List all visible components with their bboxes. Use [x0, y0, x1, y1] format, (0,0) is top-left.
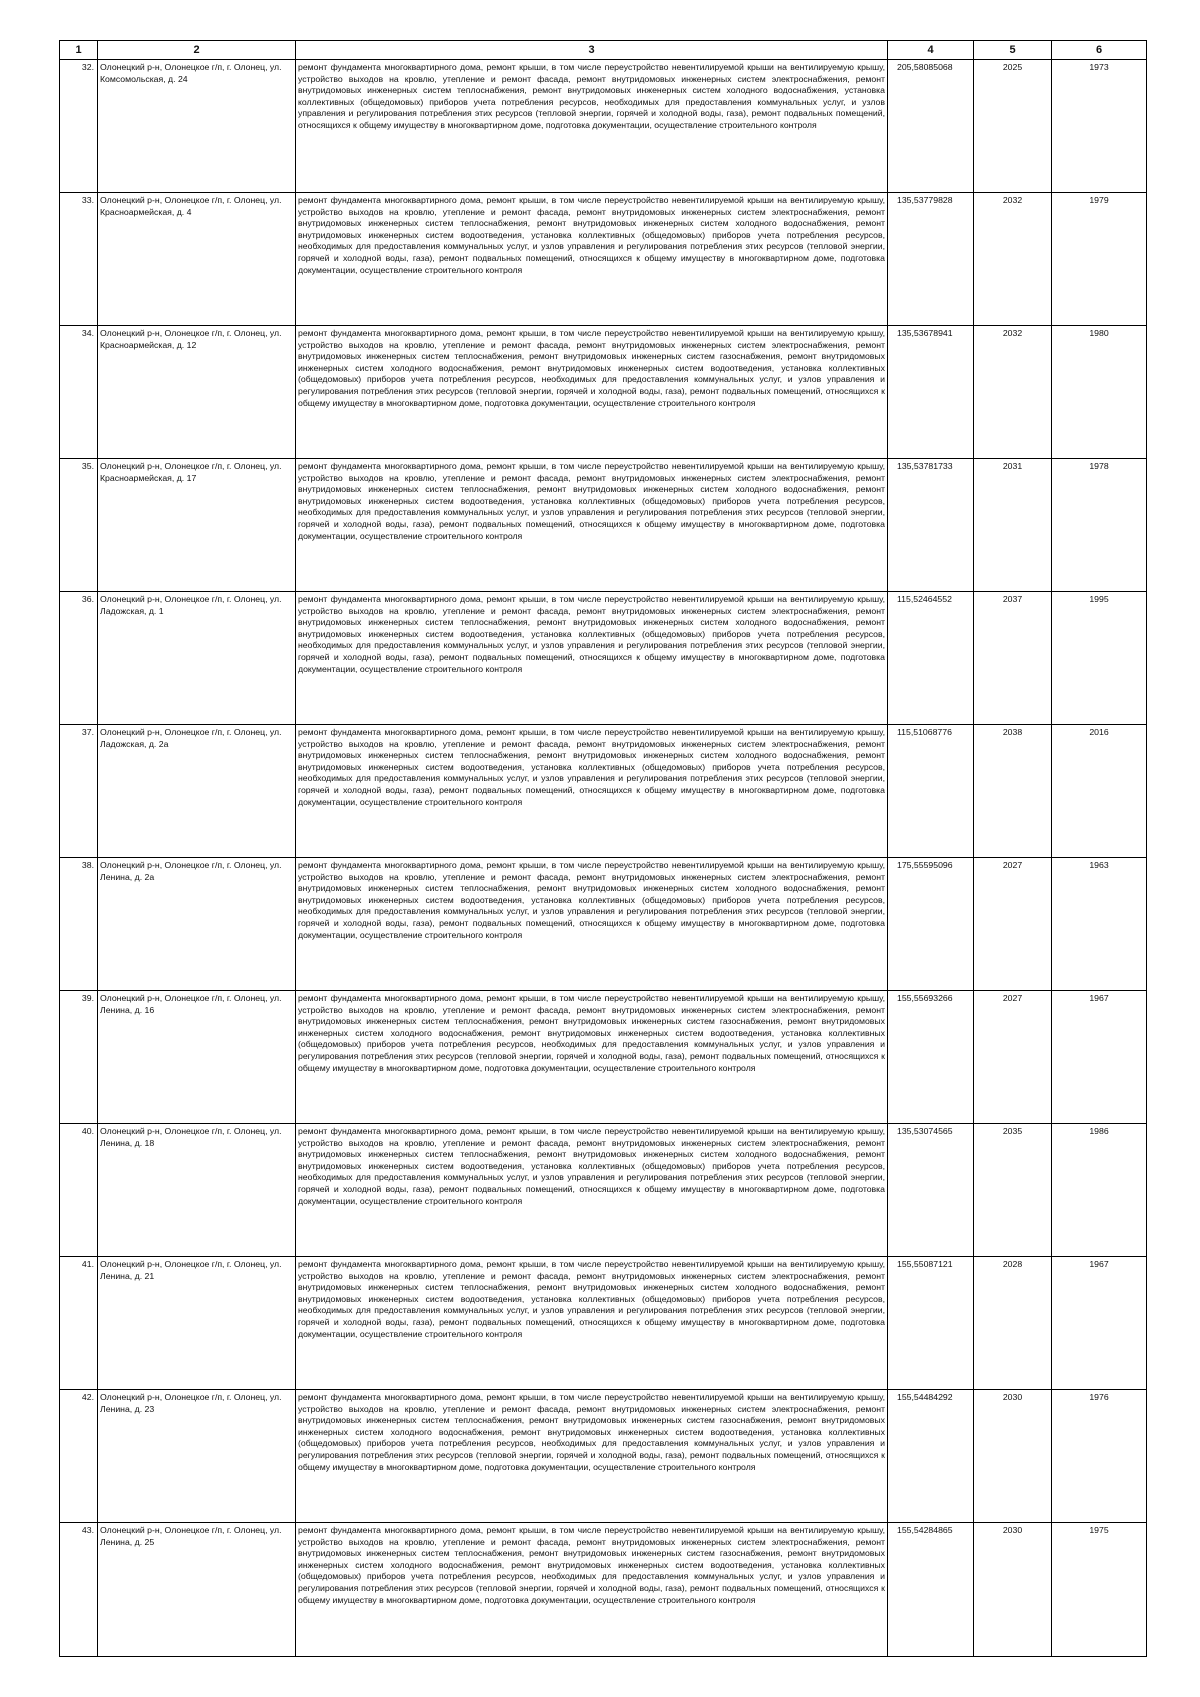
- cost-cell: 135,53781733: [888, 459, 974, 592]
- table-row: [60, 1523, 1147, 1657]
- build-year-cell: 1978: [1052, 459, 1147, 592]
- row-number-cell: 41.: [60, 1257, 98, 1390]
- row-number-cell: 37.: [60, 725, 98, 858]
- build-year-cell: 1973: [1052, 60, 1147, 193]
- row-number-cell: 38.: [60, 858, 98, 991]
- table-row: [60, 60, 1147, 193]
- works-description-cell: ремонт фундамента многоквартирного дома, ремонт крыши, в том числе переустройство невентилируемой крыши на вентилируемую крышу, устройство выходов на кровлю, утепление и ремонт фасада, ремонт внутридомовых инженерных систем электроснабжения, ремонт внутридомовых инженерных систем теплоснабжения, ремонт внутридомовых инженерных систем холодного водоснабжения, ремонт внутридомовых инженерных систем водоотведения, установка коллективных (общедомовых) приборов учета потребления ресурсов, необходимых для предоставления коммунальных услуг, и узлов управления и регулирования потребления этих ресурсов (тепловой энергии, горячей и холодной воды, газа), ремонт подвальных помещений, относящихся к общему имуществу в многоквартирном доме, подготовка документации, осуществление строительного контроля: [296, 193, 888, 326]
- address-cell: Олонецкий р-н, Олонецкое г/п, г. Олонец, ул. Ленина, д. 16: [98, 991, 296, 1124]
- table-row: [60, 326, 1147, 459]
- row-number-cell: 35.: [60, 459, 98, 592]
- table-row: [60, 193, 1147, 326]
- planned-year-cell: 2030: [974, 1390, 1052, 1523]
- row-number-cell: 40.: [60, 1124, 98, 1257]
- planned-year-cell: 2027: [974, 858, 1052, 991]
- planned-year-cell: 2032: [974, 193, 1052, 326]
- address-cell: Олонецкий р-н, Олонецкое г/п, г. Олонец, ул. Красноармейская, д. 17: [98, 459, 296, 592]
- address-cell: Олонецкий р-н, Олонецкое г/п, г. Олонец, ул. Красноармейская, д. 4: [98, 193, 296, 326]
- row-number-cell: 33.: [60, 193, 98, 326]
- cost-cell: 175,55595096: [888, 858, 974, 991]
- planned-year-cell: 2027: [974, 991, 1052, 1124]
- address-cell: Олонецкий р-н, Олонецкое г/п, г. Олонец, ул. Ладожская, д. 1: [98, 592, 296, 725]
- address-cell: Олонецкий р-н, Олонецкое г/п, г. Олонец, ул. Ленина, д. 23: [98, 1390, 296, 1523]
- cost-cell: 155,55693266: [888, 991, 974, 1124]
- column-header-works: 3: [296, 41, 888, 60]
- row-number-cell: 34.: [60, 326, 98, 459]
- planned-year-cell: 2035: [974, 1124, 1052, 1257]
- table-row: [60, 459, 1147, 592]
- works-description-cell: ремонт фундамента многоквартирного дома, ремонт крыши, в том числе переустройство невентилируемой крыши на вентилируемую крышу, устройство выходов на кровлю, утепление и ремонт фасада, ремонт внутридомовых инженерных систем электроснабжения, ремонт внутридомовых инженерных систем теплоснабжения, ремонт внутридомовых инженерных систем газоснабжения, ремонт внутридомовых инженерных систем холодного водоснабжения, ремонт внутридомовых инженерных систем водоотведения, установка коллективных (общедомовых) приборов учета потребления ресурсов, необходимых для предоставления коммунальных услуг, и узлов управления и регулирования потребления этих ресурсов (тепловой энергии, горячей и холодной воды, газа), ремонт подвальных помещений, относящихся к общему имуществу в многоквартирном доме, подготовка документации, осуществление строительного контроля: [296, 326, 888, 459]
- works-description-cell: ремонт фундамента многоквартирного дома, ремонт крыши, в том числе переустройство невентилируемой крыши на вентилируемую крышу, устройство выходов на кровлю, утепление и ремонт фасада, ремонт внутридомовых инженерных систем электроснабжения, ремонт внутридомовых инженерных систем теплоснабжения, ремонт внутридомовых инженерных систем холодного водоснабжения, ремонт внутридомовых инженерных систем водоотведения, установка коллективных (общедомовых) приборов учета потребления ресурсов, необходимых для предоставления коммунальных услуг, и узлов управления и регулирования потребления этих ресурсов (тепловой энергии, горячей и холодной воды, газа), ремонт подвальных помещений, относящихся к общему имуществу в многоквартирном доме, подготовка документации, осуществление строительного контроля: [296, 725, 888, 858]
- build-year-cell: 1975: [1052, 1523, 1147, 1657]
- cost-cell: 155,54484292: [888, 1390, 974, 1523]
- planned-year-cell: 2025: [974, 60, 1052, 193]
- planned-year-cell: 2030: [974, 1523, 1052, 1657]
- table-header: [60, 41, 1147, 60]
- document-page: [59, 40, 1146, 1657]
- works-description-cell: ремонт фундамента многоквартирного дома, ремонт крыши, в том числе переустройство невентилируемой крыши на вентилируемую крышу, устройство выходов на кровлю, утепление и ремонт фасада, ремонт внутридомовых инженерных систем электроснабжения, ремонт внутридомовых инженерных систем теплоснабжения, ремонт внутридомовых инженерных систем газоснабжения, ремонт внутридомовых инженерных систем холодного водоснабжения, ремонт внутридомовых инженерных систем водоотведения, установка коллективных (общедомовых) приборов учета потребления ресурсов, необходимых для предоставления коммунальных услуг, и узлов управления и регулирования потребления этих ресурсов (тепловой энергии, горячей и холодной воды, газа), ремонт подвальных помещений, относящихся к общему имуществу в многоквартирном доме, подготовка документации, осуществление строительного контроля: [296, 1390, 888, 1523]
- table-row: [60, 1257, 1147, 1390]
- build-year-cell: 2016: [1052, 725, 1147, 858]
- table-row: [60, 1124, 1147, 1257]
- column-header-cost: 4: [888, 41, 974, 60]
- row-number-cell: 32.: [60, 60, 98, 193]
- header-row: [60, 41, 1147, 60]
- address-cell: Олонецкий р-н, Олонецкое г/п, г. Олонец, ул. Ленина, д. 25: [98, 1523, 296, 1657]
- cost-cell: 115,52464552: [888, 592, 974, 725]
- table-row: [60, 858, 1147, 991]
- cost-cell: 115,51068776: [888, 725, 974, 858]
- address-cell: Олонецкий р-н, Олонецкое г/п, г. Олонец, ул. Красноармейская, д. 12: [98, 326, 296, 459]
- table-row: [60, 1390, 1147, 1523]
- row-number-cell: 43.: [60, 1523, 98, 1657]
- planned-year-cell: 2032: [974, 326, 1052, 459]
- works-description-cell: ремонт фундамента многоквартирного дома, ремонт крыши, в том числе переустройство невентилируемой крыши на вентилируемую крышу, устройство выходов на кровлю, утепление и ремонт фасада, ремонт внутридомовых инженерных систем электроснабжения, ремонт внутридомовых инженерных систем теплоснабжения, ремонт внутридомовых инженерных систем холодного водоснабжения, ремонт внутридомовых инженерных систем водоотведения, установка коллективных (общедомовых) приборов учета потребления ресурсов, необходимых для предоставления коммунальных услуг, и узлов управления и регулирования потребления этих ресурсов (тепловой энергии, горячей и холодной воды, газа), ремонт подвальных помещений, относящихся к общему имуществу в многоквартирном доме, подготовка документации, осуществление строительного контроля: [296, 592, 888, 725]
- table-body: [60, 60, 1147, 1657]
- cost-cell: 135,53678941: [888, 326, 974, 459]
- address-cell: Олонецкий р-н, Олонецкое г/п, г. Олонец, ул. Ленина, д. 2а: [98, 858, 296, 991]
- address-cell: Олонецкий р-н, Олонецкое г/п, г. Олонец, ул. Ленина, д. 21: [98, 1257, 296, 1390]
- column-header-built: 6: [1052, 41, 1147, 60]
- address-cell: Олонецкий р-н, Олонецкое г/п, г. Олонец, ул. Комсомольская, д. 24: [98, 60, 296, 193]
- works-description-cell: ремонт фундамента многоквартирного дома, ремонт крыши, в том числе переустройство невентилируемой крыши на вентилируемую крышу, устройство выходов на кровлю, утепление и ремонт фасада, ремонт внутридомовых инженерных систем электроснабжения, ремонт внутридомовых инженерных систем теплоснабжения, ремонт внутридомовых инженерных систем холодного водоснабжения, ремонт внутридомовых инженерных систем водоотведения, установка коллективных (общедомовых) приборов учета потребления ресурсов, необходимых для предоставления коммунальных услуг, и узлов управления и регулирования потребления этих ресурсов (тепловой энергии, горячей и холодной воды, газа), ремонт подвальных помещений, относящихся к общему имуществу в многоквартирном доме, подготовка документации, осуществление строительного контроля: [296, 858, 888, 991]
- column-header-year: 5: [974, 41, 1052, 60]
- build-year-cell: 1995: [1052, 592, 1147, 725]
- works-description-cell: ремонт фундамента многоквартирного дома, ремонт крыши, в том числе переустройство невентилируемой крыши на вентилируемую крышу, устройство выходов на кровлю, утепление и ремонт фасада, ремонт внутридомовых инженерных систем электроснабжения, ремонт внутридомовых инженерных систем теплоснабжения, ремонт внутридомовых инженерных систем холодного водоснабжения, ремонт внутридомовых инженерных систем водоотведения, установка коллективных (общедомовых) приборов учета потребления ресурсов, необходимых для предоставления коммунальных услуг, и узлов управления и регулирования потребления этих ресурсов (тепловой энергии, горячей и холодной воды, газа), ремонт подвальных помещений, относящихся к общему имуществу в многоквартирном доме, подготовка документации, осуществление строительного контроля: [296, 459, 888, 592]
- build-year-cell: 1963: [1052, 858, 1147, 991]
- row-number-cell: 39.: [60, 991, 98, 1124]
- address-cell: Олонецкий р-н, Олонецкое г/п, г. Олонец, ул. Ладожская, д. 2а: [98, 725, 296, 858]
- build-year-cell: 1976: [1052, 1390, 1147, 1523]
- works-description-cell: ремонт фундамента многоквартирного дома, ремонт крыши, в том числе переустройство невентилируемой крыши на вентилируемую крышу, устройство выходов на кровлю, утепление и ремонт фасада, ремонт внутридомовых инженерных систем электроснабжения, ремонт внутридомовых инженерных систем теплоснабжения, ремонт внутридомовых инженерных систем холодного водоснабжения, установка коллективных (общедомовых) приборов учета потребления ресурсов, необходимых для предоставления коммунальных услуг, и узлов управления и регулирования потребления этих ресурсов (тепловой энергии, горячей и холодной воды, газа), ремонт подвальных помещений, относящихся к общему имуществу в многоквартирном доме, подготовка документации, осуществление строительного контроля: [296, 60, 888, 193]
- build-year-cell: 1980: [1052, 326, 1147, 459]
- works-description-cell: ремонт фундамента многоквартирного дома, ремонт крыши, в том числе переустройство невентилируемой крыши на вентилируемую крышу, устройство выходов на кровлю, утепление и ремонт фасада, ремонт внутридомовых инженерных систем электроснабжения, ремонт внутридомовых инженерных систем теплоснабжения, ремонт внутридомовых инженерных систем газоснабжения, ремонт внутридомовых инженерных систем холодного водоснабжения, ремонт внутридомовых инженерных систем водоотведения, установка коллективных (общедомовых) приборов учета потребления ресурсов, необходимых для предоставления коммунальных услуг, и узлов управления и регулирования потребления этих ресурсов (тепловой энергии, горячей и холодной воды, газа), ремонт подвальных помещений, относящихся к общему имуществу в многоквартирном доме, подготовка документации, осуществление строительного контроля: [296, 991, 888, 1124]
- repair-program-table: [59, 40, 1147, 1657]
- cost-cell: 205,58085068: [888, 60, 974, 193]
- table-row: [60, 592, 1147, 725]
- build-year-cell: 1967: [1052, 1257, 1147, 1390]
- column-header-number: 1: [60, 41, 98, 60]
- cost-cell: 155,54284865: [888, 1523, 974, 1657]
- cost-cell: 135,53074565: [888, 1124, 974, 1257]
- planned-year-cell: 2031: [974, 459, 1052, 592]
- row-number-cell: 36.: [60, 592, 98, 725]
- planned-year-cell: 2028: [974, 1257, 1052, 1390]
- address-cell: Олонецкий р-н, Олонецкое г/п, г. Олонец, ул. Ленина, д. 18: [98, 1124, 296, 1257]
- build-year-cell: 1986: [1052, 1124, 1147, 1257]
- planned-year-cell: 2037: [974, 592, 1052, 725]
- works-description-cell: ремонт фундамента многоквартирного дома, ремонт крыши, в том числе переустройство невентилируемой крыши на вентилируемую крышу, устройство выходов на кровлю, утепление и ремонт фасада, ремонт внутридомовых инженерных систем электроснабжения, ремонт внутридомовых инженерных систем теплоснабжения, ремонт внутридомовых инженерных систем холодного водоснабжения, ремонт внутридомовых инженерных систем водоотведения, установка коллективных (общедомовых) приборов учета потребления ресурсов, необходимых для предоставления коммунальных услуг, и узлов управления и регулирования потребления этих ресурсов (тепловой энергии, горячей и холодной воды, газа), ремонт подвальных помещений, относящихся к общему имуществу в многоквартирном доме, подготовка документации, осуществление строительного контроля: [296, 1257, 888, 1390]
- row-number-cell: 42.: [60, 1390, 98, 1523]
- build-year-cell: 1967: [1052, 991, 1147, 1124]
- works-description-cell: ремонт фундамента многоквартирного дома, ремонт крыши, в том числе переустройство невентилируемой крыши на вентилируемую крышу, устройство выходов на кровлю, утепление и ремонт фасада, ремонт внутридомовых инженерных систем электроснабжения, ремонт внутридомовых инженерных систем теплоснабжения, ремонт внутридомовых инженерных систем газоснабжения, ремонт внутридомовых инженерных систем холодного водоснабжения, ремонт внутридомовых инженерных систем водоотведения, установка коллективных (общедомовых) приборов учета потребления ресурсов, необходимых для предоставления коммунальных услуг, и узлов управления и регулирования потребления этих ресурсов (тепловой энергии, горячей и холодной воды, газа), ремонт подвальных помещений, относящихся к общему имуществу в многоквартирном доме, подготовка документации, осуществление строительного контроля: [296, 1523, 888, 1657]
- planned-year-cell: 2038: [974, 725, 1052, 858]
- build-year-cell: 1979: [1052, 193, 1147, 326]
- column-header-address: 2: [98, 41, 296, 60]
- table-row: [60, 725, 1147, 858]
- cost-cell: 135,53779828: [888, 193, 974, 326]
- cost-cell: 155,55087121: [888, 1257, 974, 1390]
- works-description-cell: ремонт фундамента многоквартирного дома, ремонт крыши, в том числе переустройство невентилируемой крыши на вентилируемую крышу, устройство выходов на кровлю, утепление и ремонт фасада, ремонт внутридомовых инженерных систем электроснабжения, ремонт внутридомовых инженерных систем теплоснабжения, ремонт внутридомовых инженерных систем холодного водоснабжения, ремонт внутридомовых инженерных систем водоотведения, установка коллективных (общедомовых) приборов учета потребления ресурсов, необходимых для предоставления коммунальных услуг, и узлов управления и регулирования потребления этих ресурсов (тепловой энергии, горячей и холодной воды, газа), ремонт подвальных помещений, относящихся к общему имуществу в многоквартирном доме, подготовка документации, осуществление строительного контроля: [296, 1124, 888, 1257]
- table-row: [60, 991, 1147, 1124]
